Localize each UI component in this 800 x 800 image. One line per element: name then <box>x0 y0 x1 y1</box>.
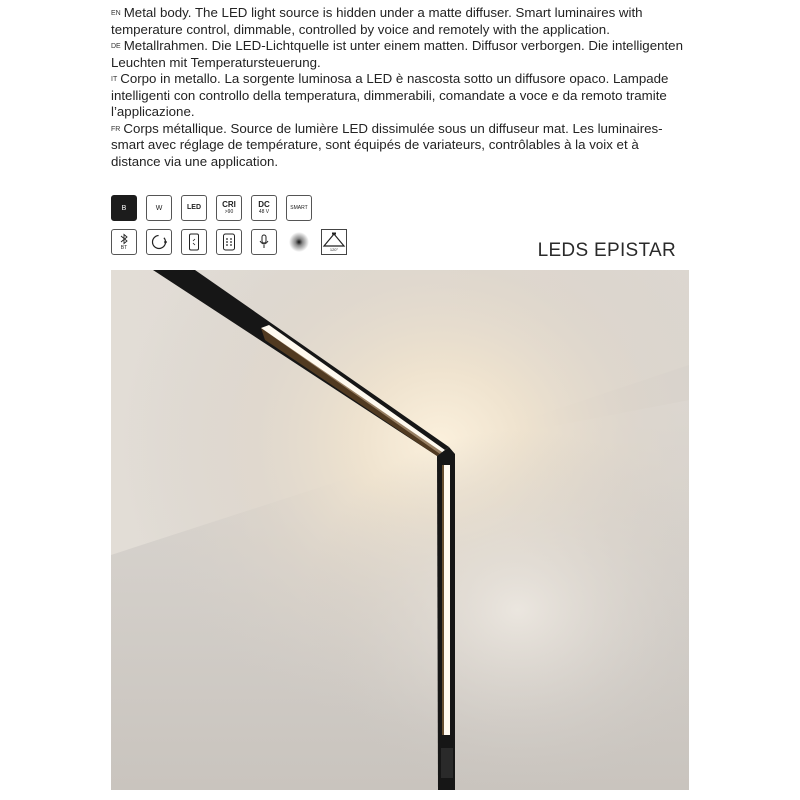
cri-icon <box>216 195 242 221</box>
voice-control-icon <box>251 229 277 255</box>
feature-icons-row-2 <box>111 229 347 255</box>
dc-label: DC <box>258 200 270 209</box>
dc-voltage-icon <box>251 195 277 221</box>
phone-glyph-icon <box>188 233 200 251</box>
dimmer-glyph-icon <box>149 232 169 252</box>
light-glow-glyph-icon <box>288 231 310 253</box>
cri-label: CRI <box>222 200 236 209</box>
app-phone-icon <box>181 229 207 255</box>
cri-value: >90 <box>224 209 234 215</box>
description-block <box>111 5 691 170</box>
dimmer-icon <box>146 229 172 255</box>
beam-angle-icon <box>321 229 347 255</box>
dc-value: 48 V <box>258 209 270 215</box>
description-de <box>111 38 691 71</box>
bluetooth-glyph-icon <box>119 233 129 245</box>
beam-angle-label: 120° <box>329 247 339 252</box>
description-de-text: Metallrahmen. Die LED-Lichtquelle ist unter einem matten. Diffusor verborgen. Die intelligenten Leuchten mit Temperatursteuerung. <box>111 38 683 70</box>
bluetooth-icon <box>111 229 137 255</box>
lang-code-it: IT <box>111 76 118 83</box>
remote-control-icon <box>216 229 242 255</box>
lang-code-de: DE <box>111 43 121 50</box>
feature-icons-row-1 <box>111 195 312 221</box>
light-source-icon <box>286 229 312 255</box>
description-it <box>111 71 691 121</box>
black-finish-icon <box>111 195 137 221</box>
product-photo-illustration <box>111 270 689 790</box>
description-it-text: Corpo in metallo. La sorgente luminosa a LED è nascosta sotto un diffusore opaco. Lampade intelligenti con controllo della temperatura, dimmerabili, comandate a voce e da remoto tramite l’applicazione. <box>111 71 669 119</box>
smart-label: SMART <box>290 205 308 211</box>
description-fr <box>111 121 691 171</box>
bluetooth-label: BT <box>120 245 128 251</box>
led-icon <box>181 195 207 221</box>
remote-glyph-icon <box>222 233 236 251</box>
microphone-glyph-icon <box>258 233 270 251</box>
description-fr-text: Corps métallique. Source de lumière LED dissimulée sous un diffuseur mat. Les luminaires-smart avec réglage de température, sont équipés de variateurs, contrôlables à la voix et à distance via une application. <box>111 120 663 169</box>
smart-icon <box>286 195 312 221</box>
leds-title: LEDS EPISTAR <box>537 240 676 261</box>
description-en <box>111 5 691 38</box>
black-finish-label: B <box>121 204 127 212</box>
product-photo <box>111 270 689 790</box>
white-finish-icon <box>146 195 172 221</box>
led-label: LED <box>187 204 201 211</box>
description-en-text: Metal body. The LED light source is hidden under a matte diffuser. Smart luminaires with temperature control, dimmable, controlled by voice and remotely with the application. <box>111 5 643 37</box>
lang-code-en: EN <box>111 10 121 17</box>
lang-code-fr: FR <box>111 125 121 133</box>
white-finish-label: W <box>155 204 163 212</box>
